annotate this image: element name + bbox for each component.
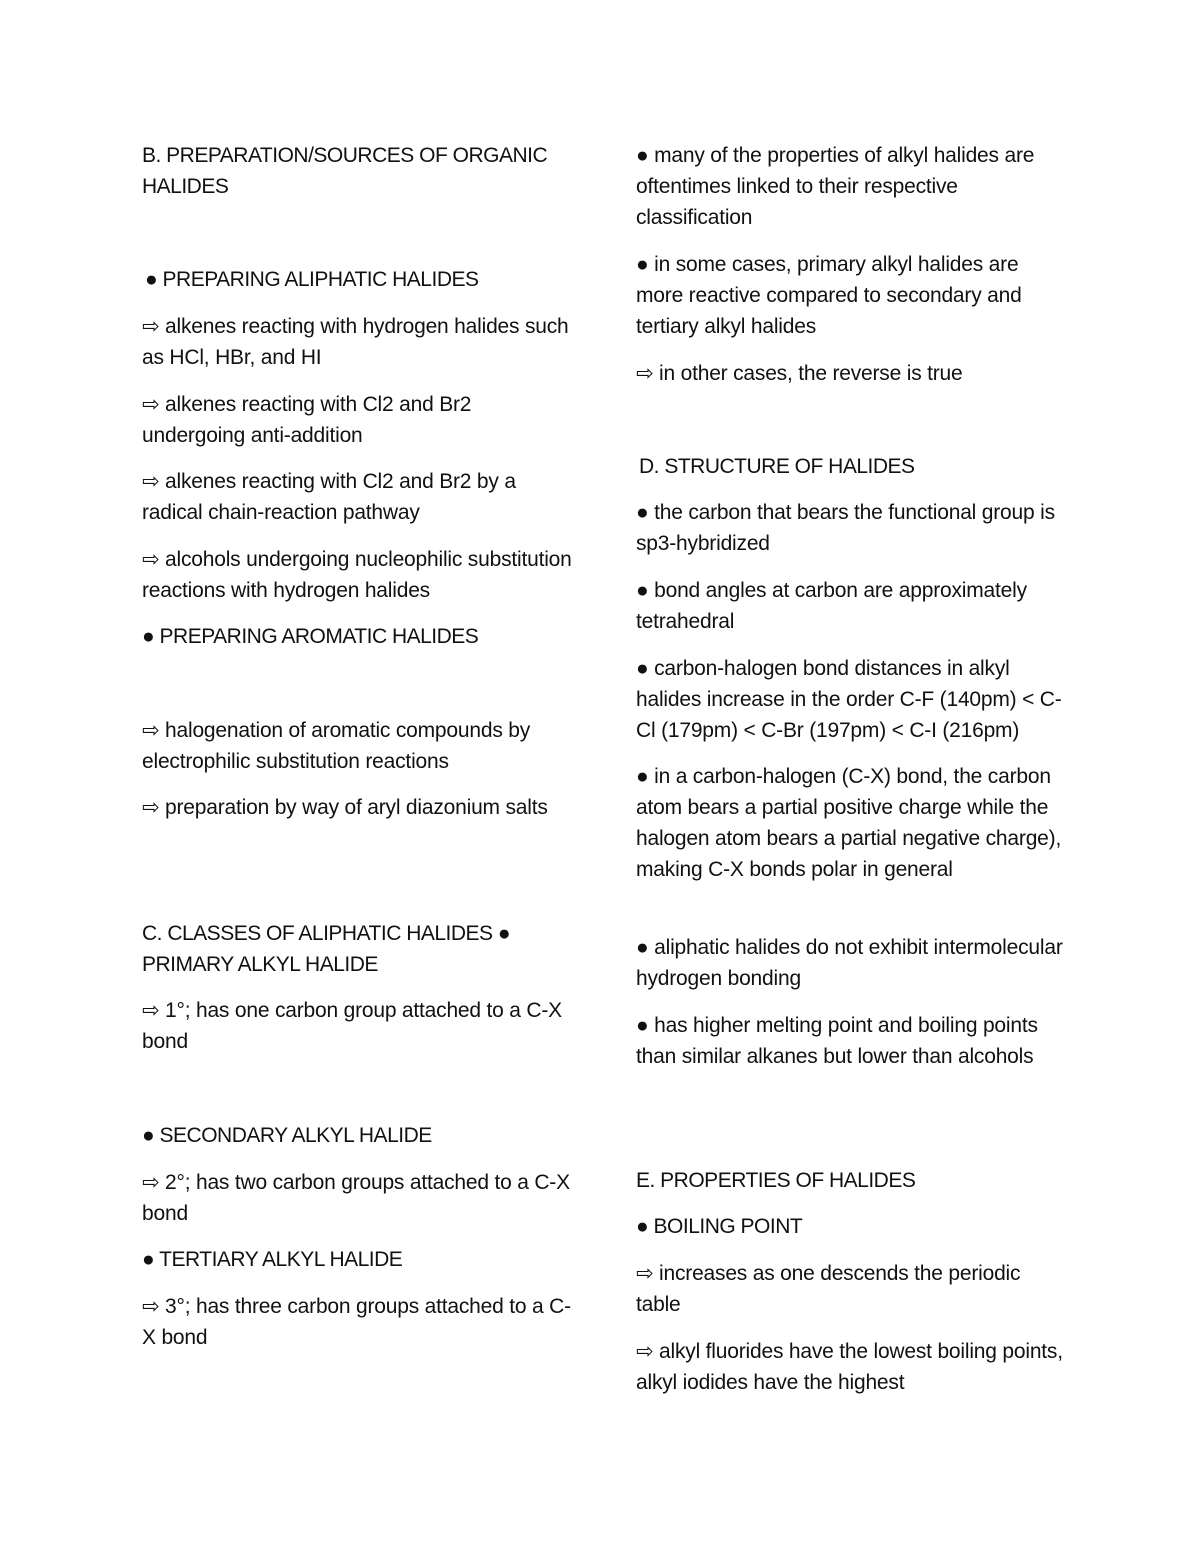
structure-item-3: ● carbon-halogen bond distances in alkyl halides increase in the order C-F (140pm) < C-Cl (179pm) < C-Br (197pm) < C-I (216pm) [636,657,1062,742]
classification-item-2: ● in some cases, primary alkyl halides are more reactive compared to secondary and tertiary alkyl halides [636,253,1022,338]
classification-item-3: ⇨ in other cases, the reverse is true [636,362,963,385]
structure-item-4: ● in a carbon-halogen (C-X) bond, the carbon atom bears a partial positive charge while the halogen atom bears a partial negative charge), making C-X bonds polar in general [636,765,1062,881]
tertiary-heading: ● TERTIARY ALKYL HALIDE [142,1248,403,1271]
structure-item-1: ● the carbon that bears the functional group is sp3-hybridized [636,501,1055,555]
secondary-heading: ● SECONDARY ALKYL HALIDE [142,1124,432,1147]
aliphatic-item-4: ⇨ alcohols undergoing nucleophilic substitution reactions with hydrogen halides [142,548,572,602]
structure-item-2: ● bond angles at carbon are approximately tetrahedral [636,579,1027,633]
section-d-heading: D. STRUCTURE OF HALIDES [639,455,915,478]
aliphatic-heading: ● PREPARING ALIPHATIC HALIDES [145,268,479,291]
aromatic-item-1: ⇨ halogenation of aromatic compounds by electrophilic substitution reactions [142,719,531,773]
boiling-point-heading: ● BOILING POINT [636,1215,803,1238]
classification-item-1: ● many of the properties of alkyl halides are oftentimes linked to their respective classification [636,144,1035,229]
section-e-heading: E. PROPERTIES OF HALIDES [636,1169,916,1192]
secondary-item-1: ⇨ 2°; has two carbon groups attached to a C-X bond [142,1171,570,1225]
section-c-heading: C. CLASSES OF ALIPHATIC HALIDES ● PRIMARY ALKYL HALIDE [142,922,511,976]
boiling-item-2: ⇨ alkyl fluorides have the lowest boiling points, alkyl iodides have the highest [636,1340,1063,1394]
primary-item-1: ⇨ 1°; has one carbon group attached to a C-X bond [142,999,562,1053]
aliphatic-item-1: ⇨ alkenes reacting with hydrogen halides such as HCl, HBr, and HI [142,315,569,369]
aliphatic-item-3: ⇨ alkenes reacting with Cl2 and Br2 by a radical chain-reaction pathway [142,470,516,524]
structure-item-6: ● has higher melting point and boiling points than similar alkanes but lower than alcohols [636,1014,1038,1068]
section-b-heading: B. PREPARATION/SOURCES OF ORGANIC HALIDES [142,144,548,198]
aromatic-item-2: ⇨ preparation by way of aryl diazonium salts [142,796,548,819]
boiling-item-1: ⇨ increases as one descends the periodic table [636,1262,1021,1316]
aromatic-heading: ● PREPARING AROMATIC HALIDES [142,625,479,648]
structure-item-5: ● aliphatic halides do not exhibit intermolecular hydrogen bonding [636,936,1063,990]
aliphatic-item-2: ⇨ alkenes reacting with Cl2 and Br2 undergoing anti-addition [142,393,472,447]
tertiary-item-1: ⇨ 3°; has three carbon groups attached to a C-X bond [142,1295,571,1349]
